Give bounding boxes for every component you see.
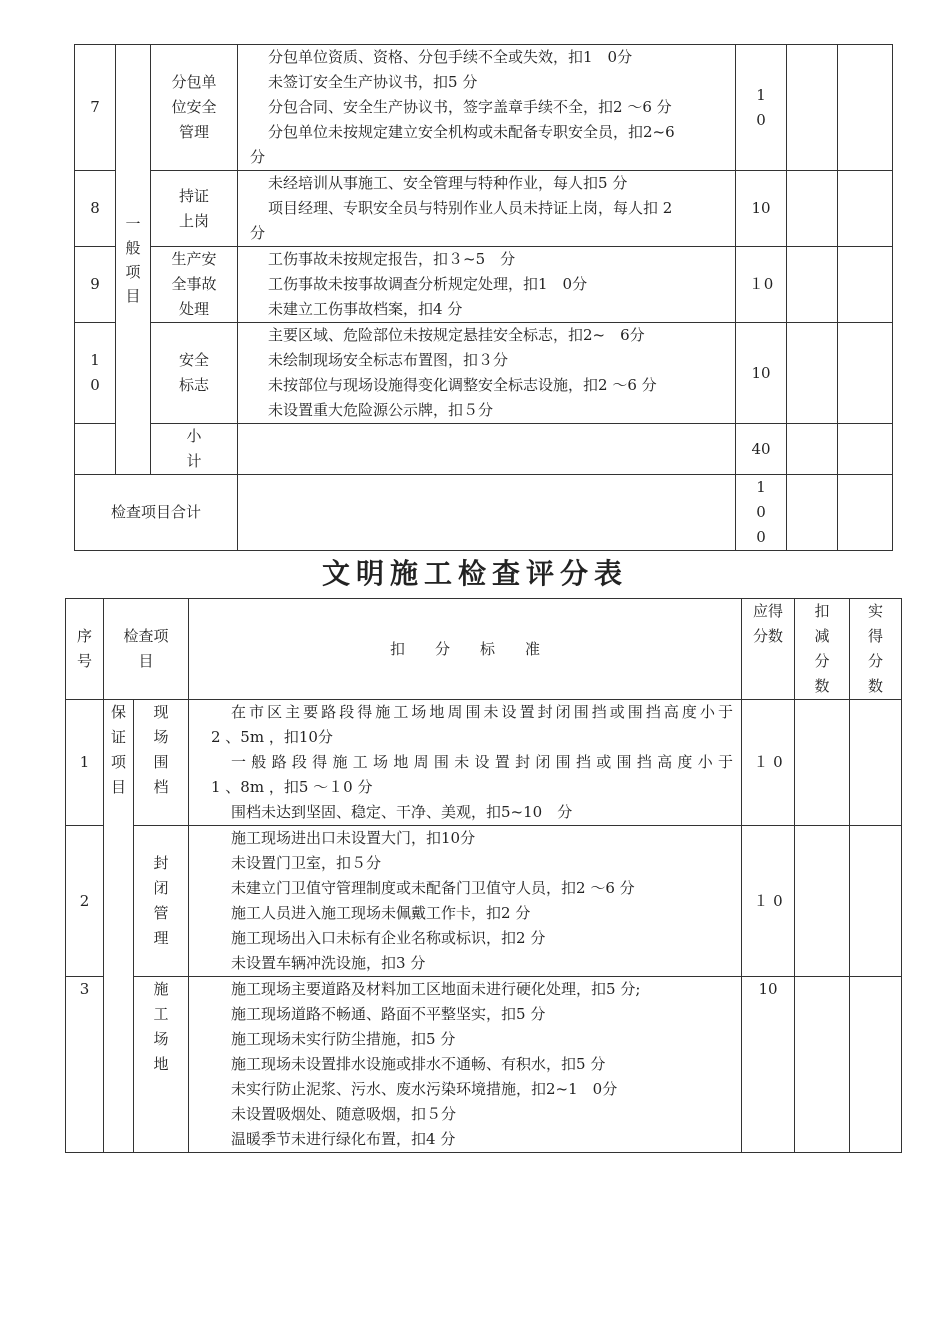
header-deduct-label: 扣减分数 xyxy=(814,602,830,695)
criteria-line: 分 xyxy=(250,148,266,166)
item-label: 现场围档 xyxy=(153,703,169,796)
civilized-construction-table xyxy=(65,598,902,1153)
max-score-cell: 10 xyxy=(742,977,795,1153)
criteria-line: 未绘制现场安全标志布置图，扣３分 xyxy=(268,351,509,369)
criteria-line: 在市区主要路段得施工场地周围未设置封闭围挡或围挡高度小于 xyxy=(231,703,733,721)
criteria-line: 未按部位与现场设施得变化调整安全标志设施，扣2 ～6 分 xyxy=(268,376,657,394)
header-seq xyxy=(66,599,104,700)
criteria-cell xyxy=(238,323,736,424)
item-label: 持证上岗 xyxy=(178,186,209,230)
item-label: 分包单位安全管理 xyxy=(171,73,217,141)
deduct-cell[interactable] xyxy=(795,826,850,977)
criteria-line: 2 、5m ，扣10分 xyxy=(211,728,333,746)
item-label: 封闭管理 xyxy=(153,854,169,947)
criteria-line: 温暖季节未进行绿化布置，扣4 分 xyxy=(231,1130,456,1148)
criteria-cell xyxy=(238,475,736,551)
header-deduct xyxy=(795,599,850,700)
header-actual-label: 实得分数 xyxy=(867,602,883,695)
criteria-line: 一般路段得施工场地周围未设置封闭围挡或围挡高度小于 xyxy=(231,753,733,771)
subtotal-label-cell xyxy=(151,424,238,475)
header-criteria: 扣 分 标 准 xyxy=(189,599,742,700)
criteria-line: 施工现场道路不畅通、路面不平整坚实，扣5 分 xyxy=(231,1005,546,1023)
deduct-cell[interactable] xyxy=(795,700,850,826)
actual-cell[interactable] xyxy=(838,323,893,424)
page-title: 文明施工检查评分表 xyxy=(321,557,628,590)
criteria-cell xyxy=(189,700,742,826)
deduct-cell[interactable] xyxy=(787,323,838,424)
criteria-cell xyxy=(189,977,742,1153)
item-label: 安全标志 xyxy=(178,351,209,394)
subtotal-label: 小计 xyxy=(186,427,202,470)
header-max xyxy=(742,599,795,700)
total-label-cell: 检查项目合计 xyxy=(75,475,238,551)
criteria-cell xyxy=(238,424,736,475)
seq-cell: 1 xyxy=(66,700,104,826)
seq-cell: 7 xyxy=(75,45,116,171)
criteria-line: 未设置门卫室，扣５分 xyxy=(231,854,382,872)
max-score-cell: 10 xyxy=(736,323,787,424)
item-label: 生产安全事故处理 xyxy=(171,250,217,318)
category-label: 保证项目 xyxy=(110,703,126,796)
actual-cell[interactable] xyxy=(838,247,893,323)
seq-cell: 9 xyxy=(75,247,116,323)
item-cell xyxy=(151,45,238,171)
deduct-cell[interactable] xyxy=(787,45,838,171)
deduct-cell[interactable] xyxy=(787,424,838,475)
category-cell xyxy=(104,700,134,1153)
item-cell xyxy=(151,323,238,424)
criteria-line: 工伤事故未按事故调查分析规定处理，扣1 0分 xyxy=(268,275,588,293)
deduct-cell[interactable] xyxy=(795,977,850,1153)
item-cell xyxy=(151,247,238,323)
criteria-line: 未设置车辆冲洗设施，扣3 分 xyxy=(231,954,426,972)
actual-cell[interactable] xyxy=(850,826,902,977)
seq-cell: 2 xyxy=(66,826,104,977)
item-cell xyxy=(134,700,189,826)
max-score-cell: １ 0 xyxy=(742,700,795,826)
category-label: 一般项目 xyxy=(125,214,141,305)
actual-cell[interactable] xyxy=(850,700,902,826)
deduct-cell[interactable] xyxy=(787,171,838,247)
actual-cell[interactable] xyxy=(838,171,893,247)
header-max-label: 应得分数 xyxy=(752,602,783,645)
max-score-cell xyxy=(736,45,787,171)
subtotal-score-cell: 40 xyxy=(736,424,787,475)
criteria-line: 未经培训从事施工、安全管理与特种作业，每人扣5 分 xyxy=(268,174,628,192)
total-score-cell xyxy=(736,475,787,551)
criteria-line: 施工现场出入口未标有企业名称或标识，扣2 分 xyxy=(231,929,546,947)
seq-label: 1 0 xyxy=(90,351,100,394)
criteria-line: 未建立工伤事故档案，扣4 分 xyxy=(268,300,463,318)
max-score-cell: １0 xyxy=(736,247,787,323)
criteria-line: 分包单位资质、资格、分包手续不全或失效，扣1 0分 xyxy=(268,48,633,66)
criteria-line: 施工现场未设置排水设施或排水不通畅、有积水，扣5 分 xyxy=(231,1055,606,1073)
header-seq-label: 序号 xyxy=(76,627,92,670)
criteria-line: 分 xyxy=(250,224,266,242)
max-score-cell: 10 xyxy=(736,171,787,247)
criteria-line: 围档未达到坚固、稳定、干净、美观，扣5~10 分 xyxy=(231,803,573,821)
max-score: 1 0 xyxy=(756,85,766,129)
header-item xyxy=(104,599,189,700)
category-cell xyxy=(116,45,151,475)
deduct-cell[interactable] xyxy=(787,247,838,323)
criteria-line: 未实行防止泥浆、污水、废水污染环境措施，扣2~1 0分 xyxy=(231,1080,618,1098)
item-cell xyxy=(134,977,189,1153)
seq-cell xyxy=(75,424,116,475)
criteria-line: 分包合同、安全生产协议书，签字盖章手续不全，扣2 ～6 分 xyxy=(268,98,672,116)
seq-cell: 8 xyxy=(75,171,116,247)
criteria-line: 未签订安全生产协议书，扣5 分 xyxy=(268,73,478,91)
item-cell xyxy=(151,171,238,247)
criteria-line: 未设置吸烟处、随意吸烟，扣５分 xyxy=(231,1105,457,1123)
actual-cell[interactable] xyxy=(838,475,893,551)
criteria-line: 施工现场进出口未设置大门，扣10分 xyxy=(231,829,476,847)
header-actual xyxy=(850,599,902,700)
criteria-cell xyxy=(238,45,736,171)
header-item-label: 检查项目 xyxy=(123,627,169,670)
seq-cell: 3 xyxy=(66,977,104,1153)
max-score-cell: １ 0 xyxy=(742,826,795,977)
total-score: 1 0 0 xyxy=(756,478,766,546)
item-label: 施工场地 xyxy=(153,980,169,1073)
actual-cell[interactable] xyxy=(850,977,902,1153)
safety-management-table xyxy=(74,44,893,551)
criteria-line: 项目经理、专职安全员与特别作业人员未持证上岗，每人扣 2 xyxy=(268,199,673,217)
criteria-cell xyxy=(238,247,736,323)
criteria-line: 施工人员进入施工现场未佩戴工作卡，扣2 分 xyxy=(231,904,531,922)
criteria-line: 施工现场未实行防尘措施，扣5 分 xyxy=(231,1030,456,1048)
criteria-cell xyxy=(189,826,742,977)
criteria-line: 施工现场主要道路及材料加工区地面未进行硬化处理，扣5 分; xyxy=(231,980,641,998)
criteria-line: 1 、8m ，扣5 ～１0 分 xyxy=(211,778,373,796)
criteria-line: 分包单位未按规定建立安全机构或未配备专职安全员，扣2~6 xyxy=(268,123,675,141)
deduct-cell[interactable] xyxy=(787,475,838,551)
actual-cell[interactable] xyxy=(838,424,893,475)
seq-cell xyxy=(75,323,116,424)
criteria-line: 主要区域、危险部位未按规定悬挂安全标志，扣2~ 6分 xyxy=(268,326,645,344)
actual-cell[interactable] xyxy=(838,45,893,171)
criteria-line: 未建立门卫值守管理制度或未配备门卫值守人员，扣2 ～6 分 xyxy=(231,879,635,897)
criteria-cell xyxy=(238,171,736,247)
criteria-line: 未设置重大危险源公示牌，扣５分 xyxy=(268,401,494,419)
criteria-line: 工伤事故未按规定报告，扣３~5 分 xyxy=(268,250,516,268)
item-cell xyxy=(134,826,189,977)
